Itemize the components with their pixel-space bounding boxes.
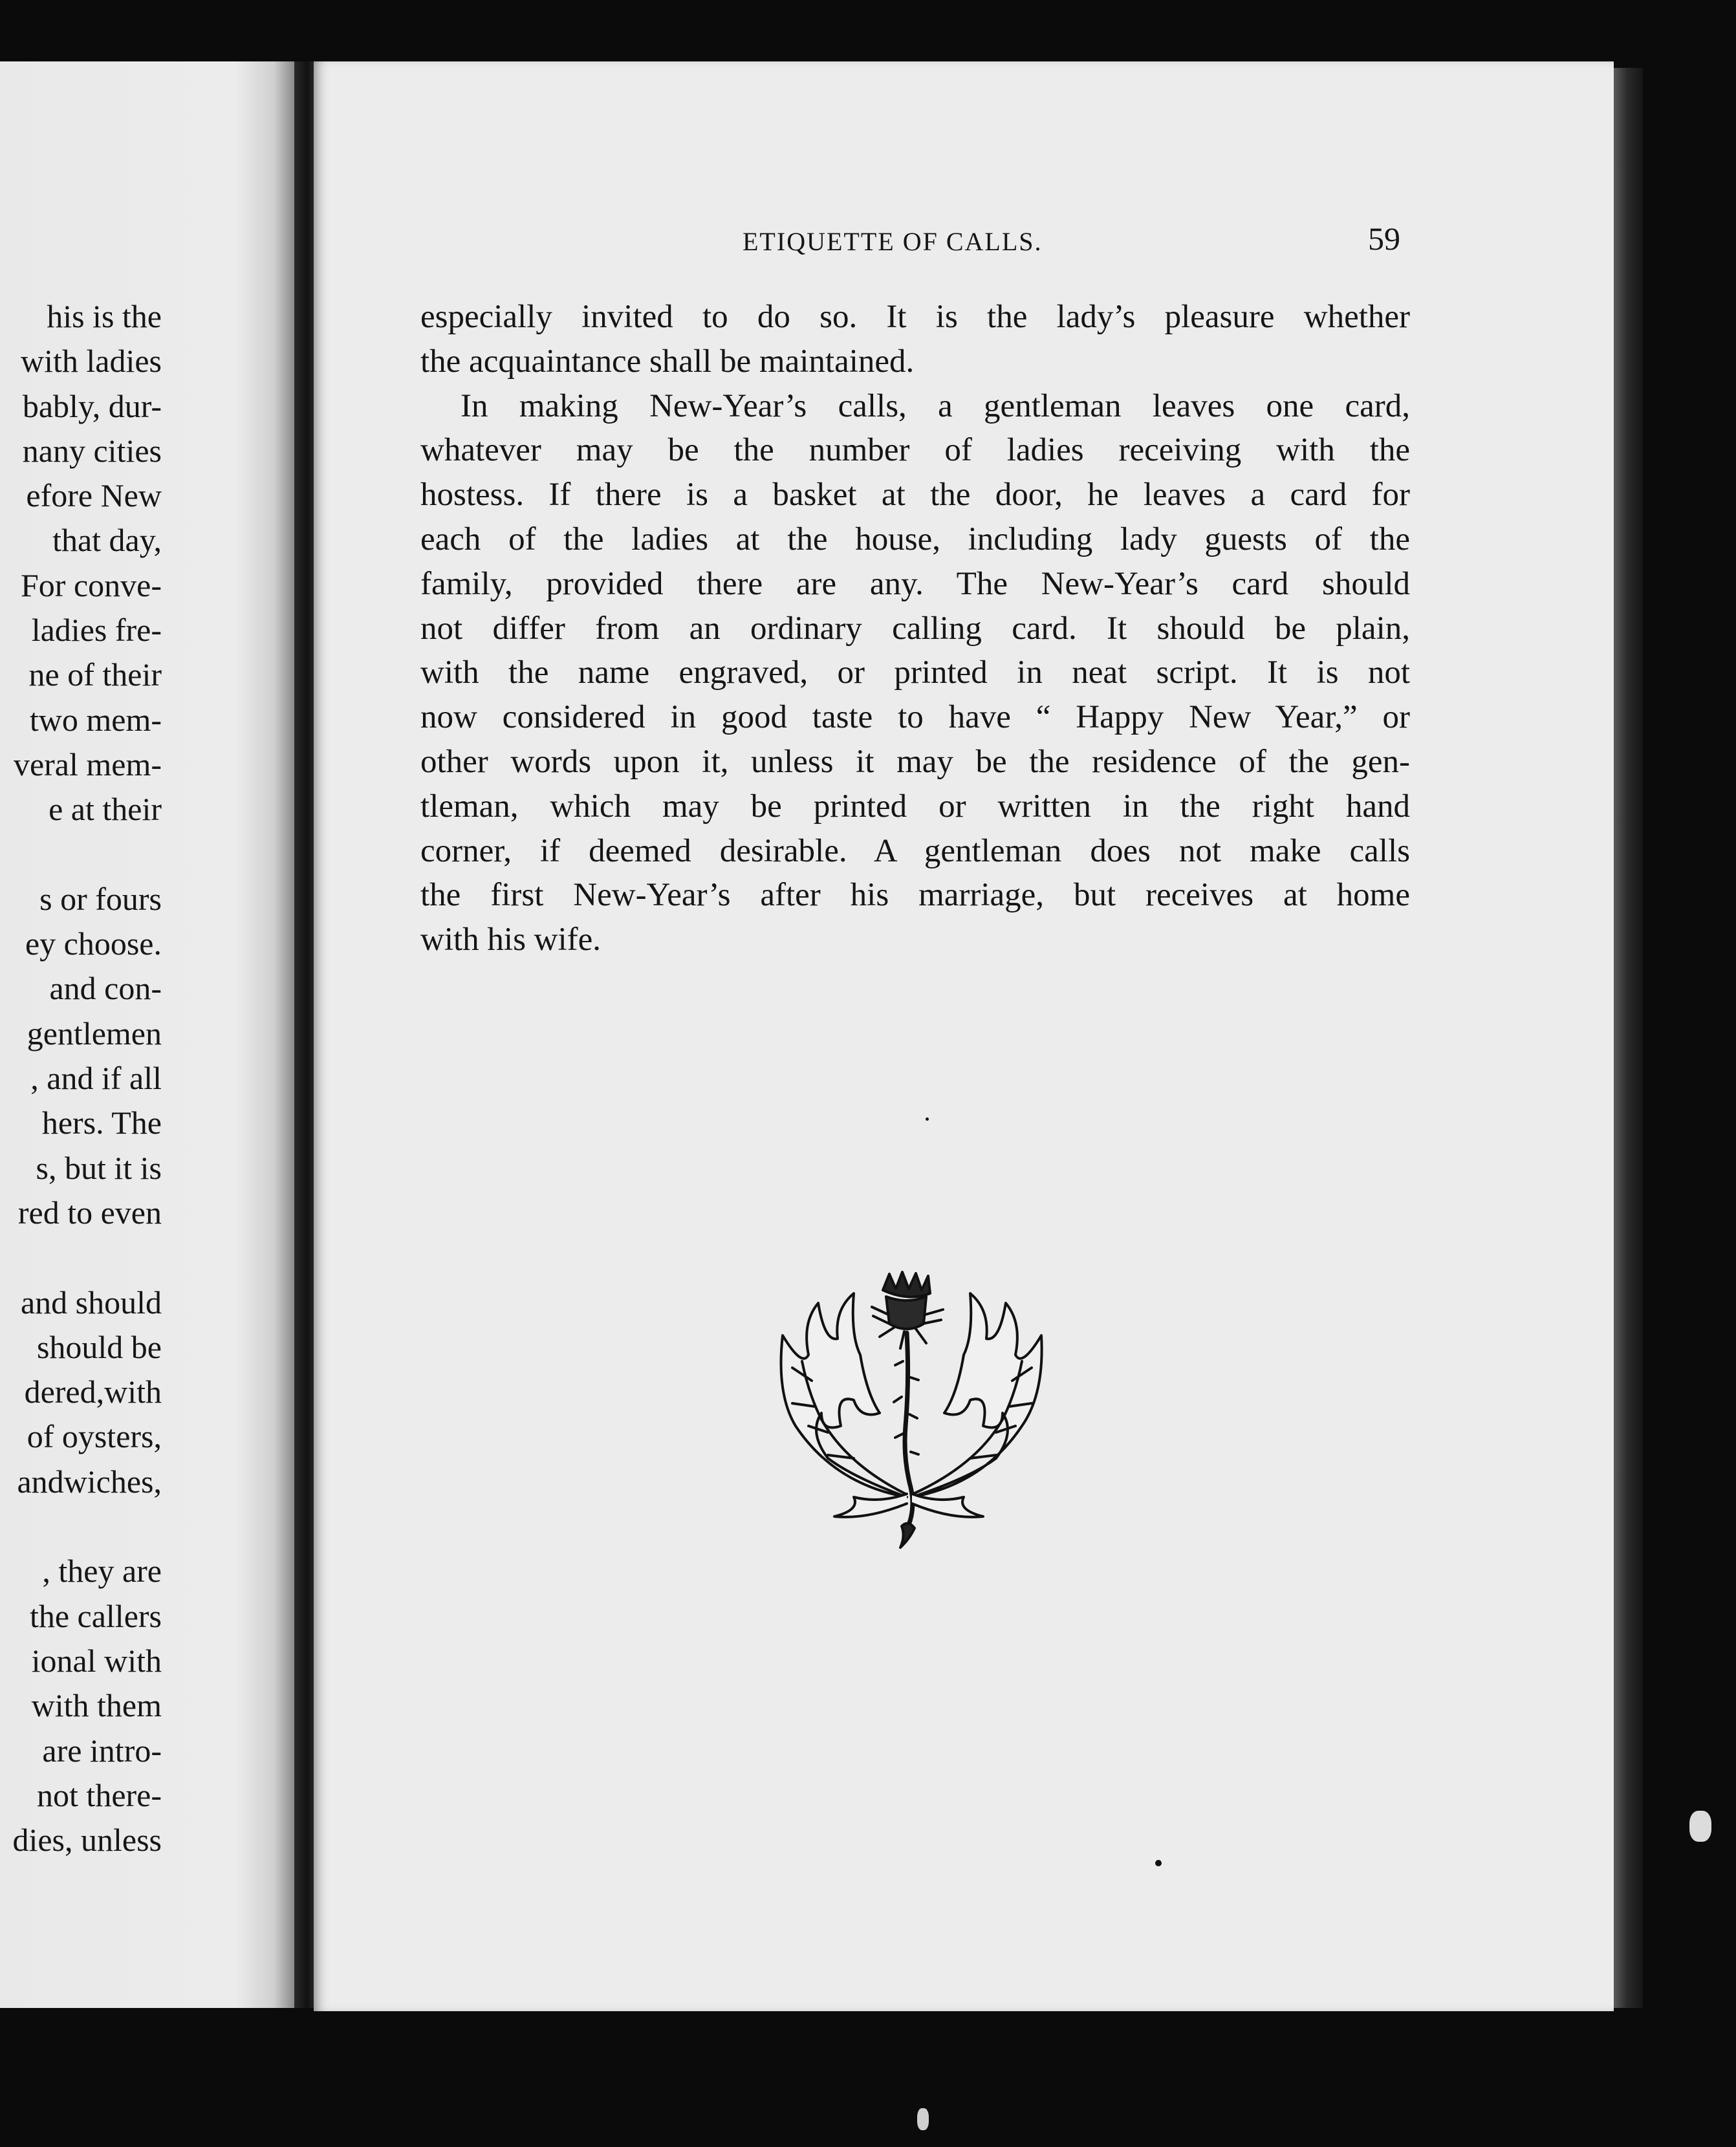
previous-page-text: his is the with ladies bably, dur- nany cities efore New that day, For conve- ladies fre- ne of their two mem- veral mem- e at their s or fours ey choose. and con- gentlemen , and if all hers. The s, but it is red to even and should should be dered,with of oysters, andwiches, , they are the callers ional with with them are intro- not there- dies, unless [12,298,162,1859]
text-line: especially invited to do so. It is the lady’s pleasure whether [420,299,1410,335]
previous-page [0,61,294,2008]
text-line: with the name engraved, or printed in neat script. It is not [420,654,1410,691]
page-edge [1614,68,1643,2008]
text-line: other words upon it, unless it may be the residence of the gen- [420,743,1410,780]
paper-speck [917,2108,929,2130]
text-line: not differ from an ordinary calling card. It should be plain, [420,610,1410,647]
text-line: tleman, which may be printed or written in the right hand [420,788,1410,825]
thistle-ornament-icon [757,1264,1067,1555]
text-line: hostess. If there is a basket at the door, he leaves a card for [420,477,1410,513]
paper-speck [926,1117,929,1121]
text-line: with his wife. [420,922,602,958]
paper-speck [1689,1811,1711,1842]
text-line: the acquaintance shall be maintained. [420,343,915,380]
body-text [420,295,1410,962]
text-line: In making New-Year’s calls, a gentleman leaves one card, [461,387,1410,424]
text-line: family, provided there are any. The New-Year’s card should [420,565,1410,602]
paper-speck [1155,1860,1162,1866]
text-line: whatever may be the number of ladies receiving with the [420,432,1410,469]
text-line: the first New-Year’s after his marriage, but receives at home [420,877,1410,914]
running-head: ETIQUETTE OF CALLS. [743,227,1043,256]
text-line: now considered in good taste to have “ Happy New Year,” or [420,699,1410,736]
text-line: corner, if deemed desirable. A gentleman does not make calls [420,832,1410,869]
text-line: each of the ladies at the house, including lady guests of the [420,521,1410,557]
page-number: 59 [1368,221,1400,257]
